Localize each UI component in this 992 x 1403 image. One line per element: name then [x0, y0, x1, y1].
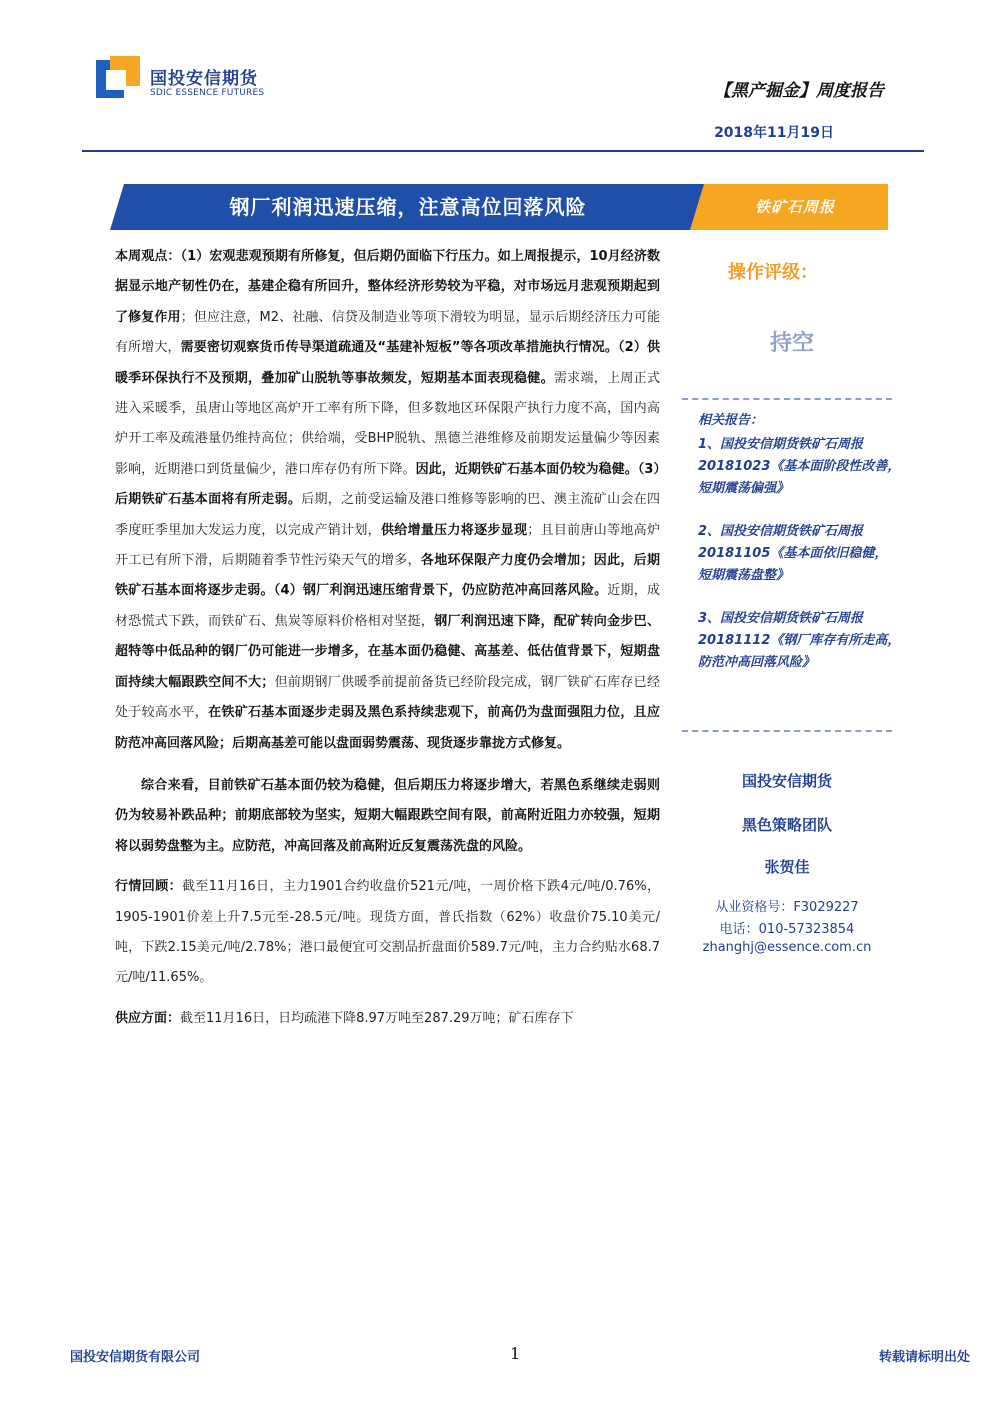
viewpoint-text-6: 后期，之前受运输及港口维修等影响的巴、澳主流矿山会在四季度旺季里加大发运力度，以完成产销计划，	[115, 492, 660, 538]
report-date: 2018年11月19日	[714, 125, 834, 141]
related-report-item[interactable]	[698, 434, 901, 500]
related-report-title-cont: 短期震荡偏强》	[698, 481, 790, 496]
viewpoint-text-9: 各地环保限产力度仍会增加；因此，后期铁矿石基本面将逐步走弱。（4）钢厂利润迅速压缩背景下，仍应防范冲高回落风险。	[115, 553, 660, 599]
viewpoint-label: 本周观点：	[115, 249, 181, 264]
analyst-name: 张贺佳	[764, 858, 810, 876]
analyst-phone: 电话：010-57323854	[719, 922, 855, 937]
footer-notice: 转载请标明出处	[878, 1350, 970, 1365]
viewpoint-text-3: 需要密切观察货币传导渠道疏通及“基建补短板”等各项改革措施执行情况。（2）供暖季环保执行不及预期，叠加矿山脱轨等事故频发，短期基本面表现稳健。	[115, 340, 660, 386]
summary-paragraph	[115, 771, 660, 862]
supply-paragraph	[115, 1004, 660, 1034]
viewpoint-text-13: 在铁矿石基本面逐步走弱及黑色系持续悲观下，前高仍为盘面强阻力位，且应防范冲高回落风险；后期高基差可能以盘面弱势震荡、现货逐步靠拢方式修复。	[115, 705, 660, 751]
team-company: 国投安信期货	[741, 772, 832, 790]
rating-value: 持空	[770, 331, 815, 356]
viewpoint-text-2: ；但应注意，M2、社融、信贷及制造业等项下滑较为明显，显示后期经济压力可能有所增大，	[115, 309, 660, 356]
viewpoint-text-12: 但前期钢厂供暖季前提前备货已经阶段完成，钢厂铁矿石库存已经处于较高水平，	[115, 674, 660, 721]
viewpoint-text-1: （1）宏观悲观预期有所修复，但后期仍面临下行压力。如上周报提示，10月经济数据显示地产韧性仍在，基建企稳有所回升，整体经济形势较为平稳，对市场远月悲观预期起到了修复作用	[115, 249, 660, 325]
logo-company-cn: 国投安信期货	[150, 69, 258, 89]
related-report-source: 3、国投安信期货铁矿石周报	[698, 611, 864, 626]
report-category-tag: 铁矿石周报	[754, 198, 835, 216]
supply-label: 供应方面：	[115, 1010, 181, 1026]
page-number: 1	[510, 1344, 521, 1363]
related-report-title-cont: 防范冲高回落风险》	[698, 655, 816, 670]
company-logo	[96, 56, 282, 102]
related-reports-header: 相关报告：	[698, 413, 764, 428]
related-report-title-cont: 短期震荡盘整》	[698, 568, 790, 583]
market-review-paragraph	[115, 872, 660, 994]
supply-text: 截至11月16日，日均疏港下降8.97万吨至287.29万吨；矿石库存下	[180, 1010, 574, 1026]
viewpoint-text-4: 需求端，上周正式进入采暖季，虽唐山等地区高炉开工率有所下降，但多数地区环保限产执行力度不高，国内高炉开工率及疏港量仍维持高位；供给端，受BHP脱轨、黑德兰港维修及前期发运量偏少等因素影响，近期港口到货量偏少，港口库存仍有所下降。	[115, 370, 660, 477]
sidebar-divider	[682, 730, 892, 732]
viewpoint-text-7: 供给增量压力将逐步显现	[380, 522, 528, 538]
header-divider	[82, 150, 924, 152]
viewpoint-paragraph	[115, 242, 660, 759]
related-report-title: 20181023《基本面阶段性改善，	[698, 459, 901, 474]
footer-company: 国投安信期货有限公司	[70, 1350, 201, 1365]
logo-mark-icon	[96, 56, 140, 100]
logo-company-en: SDIC ESSENCE FUTURES	[150, 88, 265, 98]
report-series: 【黑产掘金】周度报告	[714, 81, 884, 101]
market-review-label: 行情回顾：	[115, 879, 182, 895]
analyst-email[interactable]: zhanghj@essence.com.cn	[702, 940, 872, 955]
viewpoint-text-10: 近期，成材恐慌式下跌，而铁矿石、焦炭等原料价格相对坚挺，	[115, 583, 660, 629]
related-report-item[interactable]	[698, 521, 898, 587]
viewpoint-text-8: ；且目前唐山等地高炉开工已有所下滑，后期随着季节性污染天气的增多，	[115, 522, 660, 569]
related-report-title: 20181105《基本面依旧稳健，	[698, 546, 888, 561]
related-report-source: 2、国投安信期货铁矿石周报	[698, 524, 864, 539]
related-report-title: 20181112《钢厂库存有所走高，	[698, 633, 901, 648]
rating-label: 操作评级：	[728, 262, 818, 283]
analyst-license: 从业资格号：F3029227	[715, 900, 859, 915]
related-report-source: 1、国投安信期货铁矿石周报	[698, 437, 864, 452]
related-reports	[698, 410, 901, 695]
main-content	[115, 242, 660, 1034]
related-report-item[interactable]	[698, 608, 901, 674]
report-title: 钢厂利润迅速压缩，注意高位回落风险	[229, 195, 587, 219]
summary-text: 综合来看，目前铁矿石基本面仍较为稳健，但后期压力将逐步增大，若黑色系继续走弱则仍为较易补跌品种；前期底部较为坚实，短期大幅跟跌空间有限，前高附近阻力亦较强，短期将以弱势盘整为主。应防范，冲高回落及前高附近反复震荡洗盘的风险。	[115, 777, 660, 854]
sidebar-divider	[682, 398, 892, 400]
market-review-text: 截至11月16日，主力1901合约收盘价521元/吨，一周价格下跌4元/吨/0.76%，1905-1901价差上升7.5元至-28.5元/吨。现货方面，普氏指数（62%）收盘价75.10美元/吨，下跌2.15美元/吨/2.78%；港口最便宜可交割品折盘面价589.7元/吨，主力合约贴水68.7元/吨/11.65%。	[115, 879, 660, 986]
viewpoint-text-11: 钢厂利润迅速下降，配矿转向金步巴、超特等中低品种的钢厂仍可能进一步增多，在基本面仍稳健、高基差、低估值背景下，短期盘面持续大幅跟跌空间不大；	[115, 613, 660, 690]
team-name: 黑色策略团队	[741, 816, 832, 834]
viewpoint-text-5: 因此，近期铁矿石基本面仍较为稳健。（3）后期铁矿石基本面将有所走弱。	[115, 461, 660, 508]
